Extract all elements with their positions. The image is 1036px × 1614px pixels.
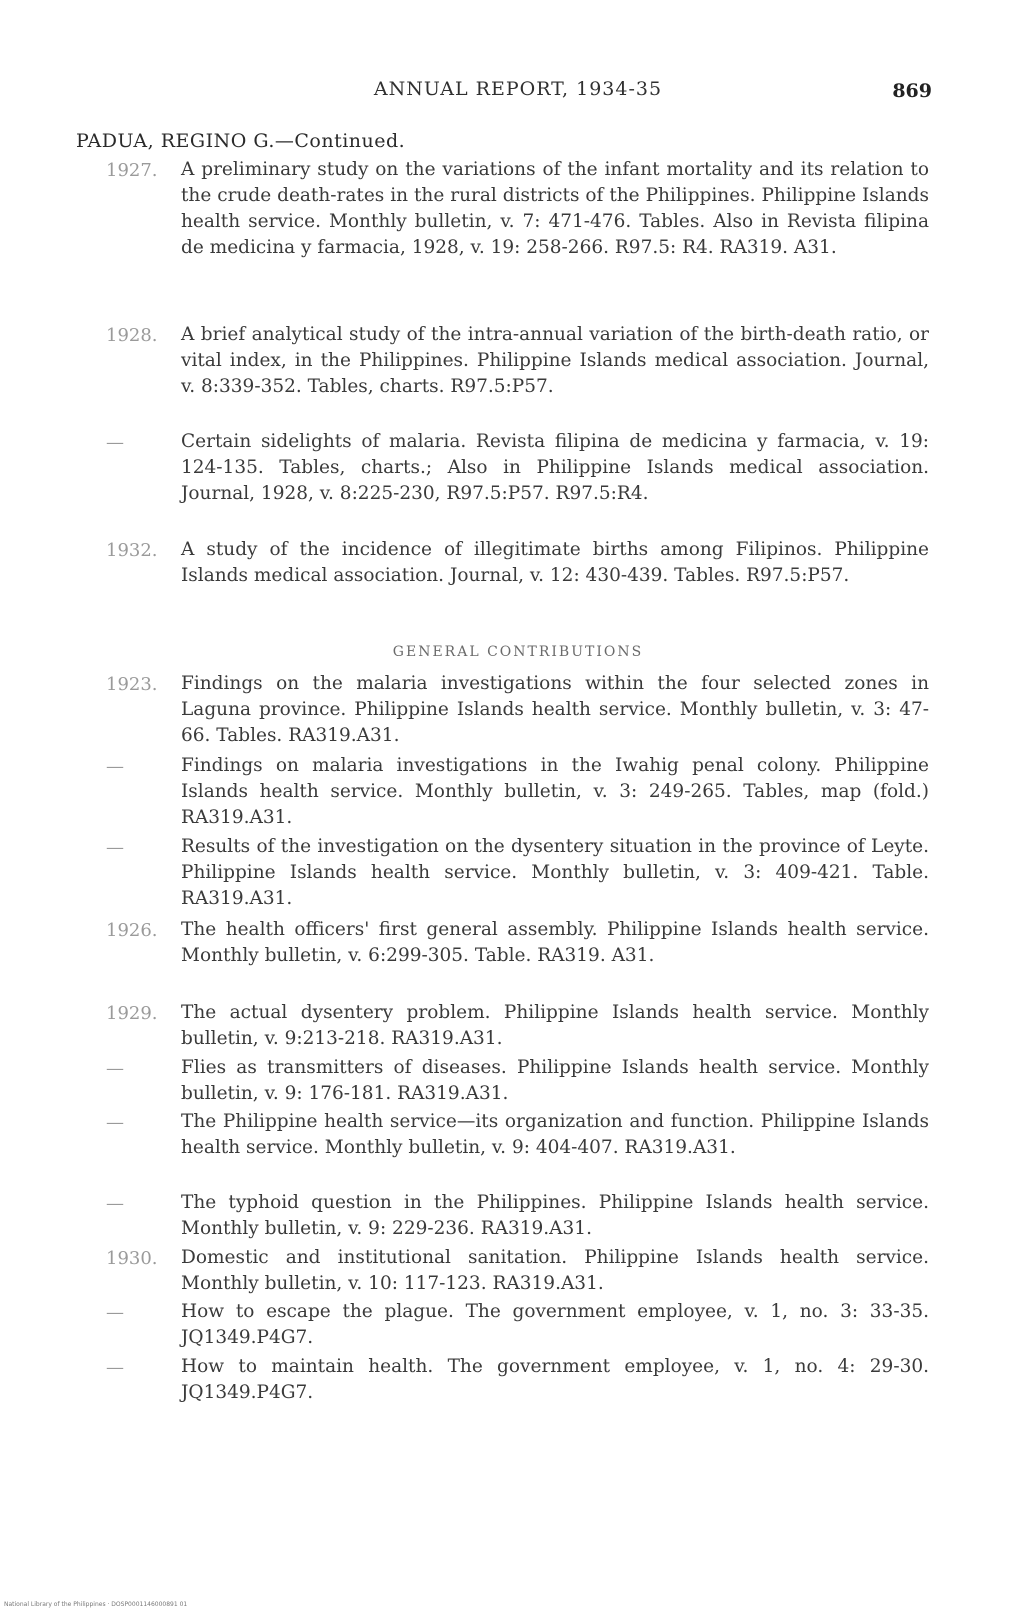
entry-text: A brief analytical study of the intra-annual variation of the birth-death ratio, or vital index, in the Philippines. Philippine Islands medical association. Journal, v. 8:339-352. Tables, charts. R97.5:P57.: [181, 324, 929, 397]
entry-text: Findings on the malaria investigations within the four selected zones in Laguna province. Philippine Islands health service. Monthly bulletin, v. 3: 47-66. Tables. RA319.A31.: [181, 673, 929, 746]
entry-year: —: [106, 1112, 124, 1133]
entry-year: —: [106, 1058, 124, 1079]
entry-year: —: [106, 837, 124, 858]
entry-year: 1929.: [106, 1003, 158, 1024]
entry-year: 1928.: [106, 325, 158, 346]
entry-year: —: [106, 1302, 124, 1323]
entry-year: 1927.: [106, 160, 158, 181]
entry-text: Results of the investigation on the dysentery situation in the province of Leyte. Philippine Islands health service. Monthly bulletin, v. 3: 409-421. Table. RA319.A31.: [181, 836, 929, 909]
entry-text: Domestic and institutional sanitation. Philippine Islands health service. Monthly bulletin, v. 10: 117-123. RA319.A31.: [181, 1247, 929, 1294]
scan-footer-note: National Library of the Philippines · DOSP0001146000891 01: [4, 1601, 188, 1608]
author-heading: PADUA, REGINO G.—Continued.: [76, 130, 406, 152]
entry-text: A preliminary study on the variations of the infant mortality and its relation to the crude death-rates in the rural districts of the Philippines. Philippine Islands health service. Monthly bulletin, v. 7: 471-476. Tables. Also in Revista filipina de medicina y farmacia, 1928, v. 19: 258-266. R97.5: R4. RA319. A31.: [181, 159, 929, 258]
entry-year: —: [106, 1357, 124, 1378]
entry-year: 1930.: [106, 1248, 158, 1269]
entry-text: The actual dysentery problem. Philippine Islands health service. Monthly bulletin, v. 9:213-218. RA319.A31.: [181, 1002, 929, 1049]
entry-text: Certain sidelights of malaria. Revista filipina de medicina y farmacia, v. 19: 124-135. Tables, charts.; Also in Philippine Islands medical association. Journal, 1928, v. 8:225-230, R97.5:P57. R97.5:R4.: [181, 431, 929, 504]
entry-text: Findings on malaria investigations in the Iwahig penal colony. Philippine Islands health service. Monthly bulletin, v. 3: 249-265. Tables, map (fold.) RA319.A31.: [181, 755, 929, 828]
entry-text: How to maintain health. The government employee, v. 1, no. 4: 29-30. JQ1349.P4G7.: [181, 1356, 929, 1403]
entry-year: —: [106, 432, 124, 453]
entry-text: The Philippine health service—its organization and function. Philippine Islands health service. Monthly bulletin, v. 9: 404-407. RA319.A31.: [181, 1111, 929, 1158]
entry-text: A study of the incidence of illegitimate births among Filipinos. Philippine Islands medical association. Journal, v. 12: 430-439. Tables. R97.5:P57.: [181, 539, 929, 586]
entry-year: —: [106, 756, 124, 777]
running-title: ANNUAL REPORT, 1934-35: [373, 78, 663, 100]
entry-text: Flies as transmitters of diseases. Philippine Islands health service. Monthly bulletin, v. 9: 176-181. RA319.A31.: [181, 1057, 929, 1104]
section-heading: GENERAL CONTRIBUTIONS: [392, 644, 644, 660]
entry-text: The health officers' first general assembly. Philippine Islands health service. Monthly bulletin, v. 6:299-305. Table. RA319. A31.: [181, 919, 929, 966]
entry-text: The typhoid question in the Philippines. Philippine Islands health service. Monthly bulletin, v. 9: 229-236. RA319.A31.: [181, 1192, 929, 1239]
entry-year: 1926.: [106, 920, 158, 941]
entry-year: 1923.: [106, 674, 158, 695]
page-number: 869: [892, 80, 932, 102]
entry-year: —: [106, 1193, 124, 1214]
entry-text: How to escape the plague. The government employee, v. 1, no. 3: 33-35. JQ1349.P4G7.: [181, 1301, 929, 1348]
entry-year: 1932.: [106, 540, 158, 561]
